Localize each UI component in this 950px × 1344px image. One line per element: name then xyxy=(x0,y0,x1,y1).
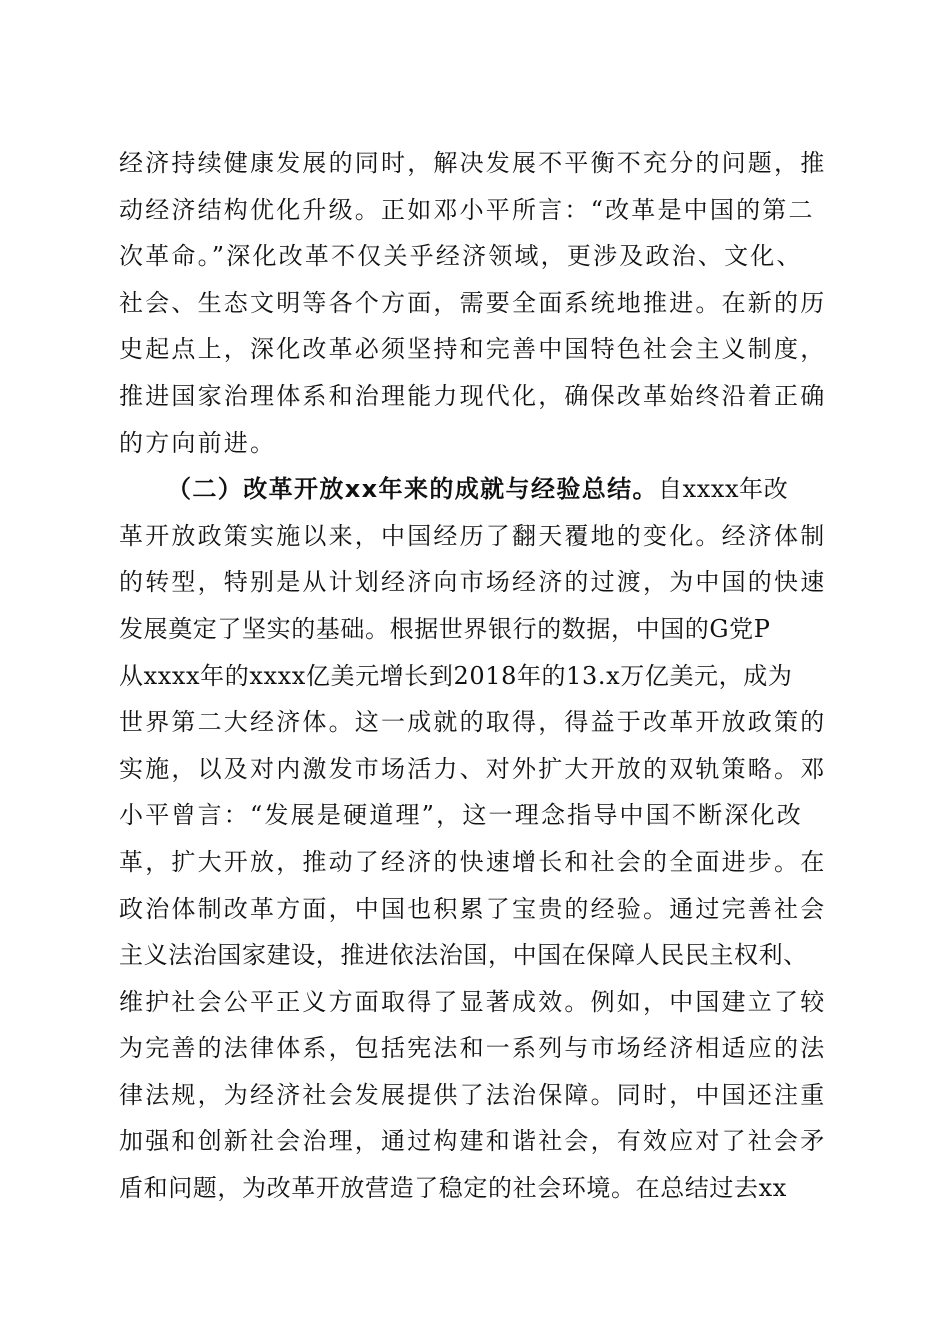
text-line: 为完善的法律体系，包括宪法和一系列与市场经济相适应的法 xyxy=(119,1034,827,1063)
text-line: 小平曾言：“发展是硬道理”，这一理念指导中国不断深化改 xyxy=(119,801,803,830)
text-line: 从xxxx年的xxxx亿美元增长到2018年的13.x万亿美元，成为 xyxy=(119,661,793,690)
body-text xyxy=(119,140,839,1212)
text-line: 发展奠定了坚实的基础。根据世界银行的数据，中国的G党P xyxy=(119,614,771,643)
text-line: 盾和问题，为改革开放营造了稳定的社会环境。在总结过去xx xyxy=(119,1174,787,1203)
text-line: 维护社会公平正义方面取得了显著成效。例如，中国建立了较 xyxy=(119,987,827,1016)
text-line: 经济持续健康发展的同时，解决发展不平衡不充分的问题，推 xyxy=(119,149,827,177)
paragraph-heading-line xyxy=(119,466,839,513)
text-line: 实施，以及对内激发市场活力、对外扩大开放的双轨策略。邓 xyxy=(119,754,827,783)
text-line: 的转型，特别是从计划经济向市场经济的过渡，为中国的快速 xyxy=(119,568,827,597)
text-line: 律法规，为经济社会发展提供了法治保障。同时，中国还注重 xyxy=(119,1080,827,1109)
section-heading: （二）改革开放xx年来的成就与经验总结。 xyxy=(167,475,658,504)
text-line: 动经济结构优化升级。正如邓小平所言：“改革是中国的第二 xyxy=(119,195,815,224)
text-line: 的方向前进。 xyxy=(119,428,277,457)
text-line: 世界第二大经济体。这一成就的取得，得益于改革开放政策的 xyxy=(119,708,827,737)
text-line: 社会、生态文明等各个方面，需要全面系统地推进。在新的历 xyxy=(119,288,827,317)
text-line: 革开放政策实施以来，中国经历了翻天覆地的变化。经济体制 xyxy=(119,521,827,550)
text-line-rest: 自xxxx年改 xyxy=(657,475,789,504)
text-line: 次革命。”深化改革不仅关乎经济领域，更涉及政治、文化、 xyxy=(119,242,803,271)
text-line: 政治体制改革方面，中国也积累了宝贵的经验。通过完善社会 xyxy=(119,894,827,923)
text-line: 加强和创新社会治理，通过构建和谐社会，有效应对了社会矛 xyxy=(119,1127,827,1156)
text-line: 推进国家治理体系和治理能力现代化，确保改革始终沿着正确 xyxy=(119,381,827,410)
text-line: 革，扩大开放，推动了经济的快速增长和社会的全面进步。在 xyxy=(119,847,827,876)
text-line: 主义法治国家建设，推进依法治国，中国在保障人民民主权利、 xyxy=(119,941,808,970)
text-line: 史起点上，深化改革必须坚持和完善中国特色社会主义制度， xyxy=(119,335,827,364)
